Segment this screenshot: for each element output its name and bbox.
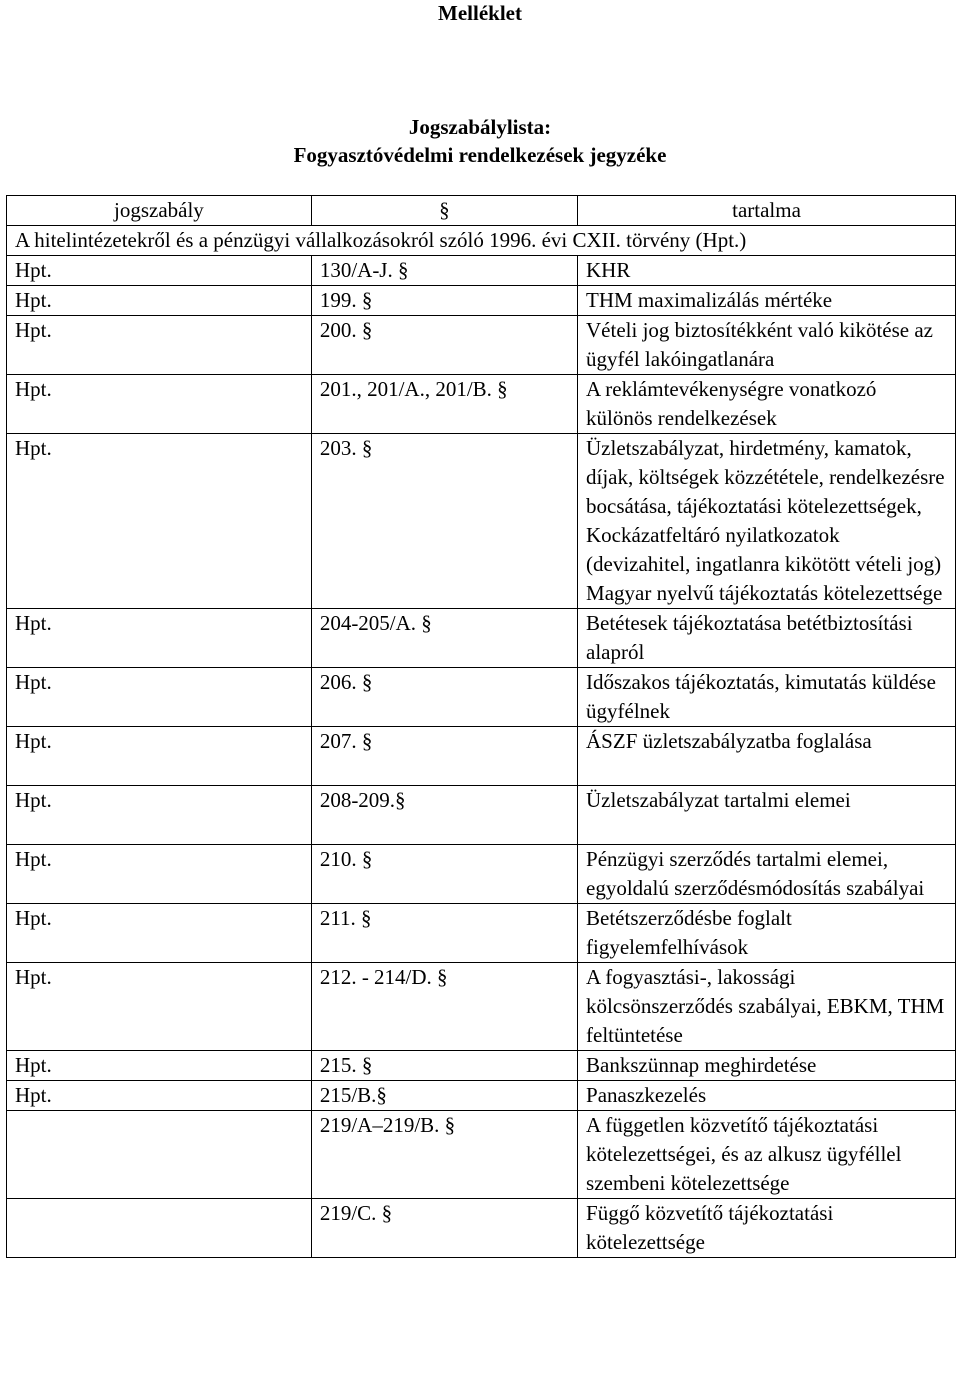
table-row <box>7 1051 956 1081</box>
header-section-sign: § <box>311 196 577 226</box>
section-cell: 212. - 214/D. § <box>311 963 577 1051</box>
legislation-cell: Hpt. <box>7 434 312 609</box>
table-row <box>7 786 956 845</box>
legislation-table <box>6 195 956 1258</box>
table-row <box>7 668 956 727</box>
content-cell: Pénzügyi szerződés tartalmi elemei, egyoldalú szerződésmódosítás szabályai <box>578 845 956 904</box>
section-cell: 203. § <box>311 434 577 609</box>
legislation-cell: Hpt. <box>7 286 312 316</box>
table-header-row <box>7 196 956 226</box>
content-cell: Bankszünnap meghirdetése <box>578 1051 956 1081</box>
legislation-cell: Hpt. <box>7 609 312 668</box>
legislation-cell: Hpt. <box>7 1051 312 1081</box>
content-cell: THM maximalizálás mértéke <box>578 286 956 316</box>
legislation-cell: Hpt. <box>7 316 312 375</box>
legislation-cell: Hpt. <box>7 963 312 1051</box>
table-row <box>7 286 956 316</box>
table-row <box>7 963 956 1051</box>
section-cell: 208-209.§ <box>311 786 577 845</box>
content-cell: A reklámtevékenységre vonatkozó különös rendelkezések <box>578 375 956 434</box>
content-cell: Időszakos tájékoztatás, kimutatás küldése ügyfélnek <box>578 668 956 727</box>
section-cell: 211. § <box>311 904 577 963</box>
table-row <box>7 256 956 286</box>
header-legislation: jogszabály <box>7 196 312 226</box>
legislation-cell <box>7 1111 312 1199</box>
section-cell: 204-205/A. § <box>311 609 577 668</box>
legislation-cell: Hpt. <box>7 256 312 286</box>
legislation-cell <box>7 1199 312 1258</box>
section-title: A hitelintézetekről és a pénzügyi vállalkozásokról szóló 1996. évi CXII. törvény (Hpt.) <box>7 226 956 256</box>
legislation-cell: Hpt. <box>7 786 312 845</box>
section-row <box>7 226 956 256</box>
table-row <box>7 1081 956 1111</box>
table-row <box>7 434 956 609</box>
content-cell: Üzletszabályzat tartalmi elemei <box>578 786 956 845</box>
legislation-cell: Hpt. <box>7 1081 312 1111</box>
section-cell: 219/C. § <box>311 1199 577 1258</box>
table-row <box>7 1111 956 1199</box>
table-row <box>7 316 956 375</box>
section-cell: 219/A–219/B. § <box>311 1111 577 1199</box>
content-cell: A független közvetítő tájékoztatási kötelezettségei, és az alkusz ügyféllel szembeni kötelezettsége <box>578 1111 956 1199</box>
section-cell: 199. § <box>311 286 577 316</box>
section-cell: 130/A-J. § <box>311 256 577 286</box>
legislation-cell: Hpt. <box>7 845 312 904</box>
content-cell: Betétesek tájékoztatása betétbiztosítási alapról <box>578 609 956 668</box>
legislation-cell: Hpt. <box>7 904 312 963</box>
section-cell: 200. § <box>311 316 577 375</box>
content-cell: A fogyasztási-, lakossági kölcsönszerződés szabályai, EBKM, THM feltüntetése <box>578 963 956 1051</box>
legislation-cell: Hpt. <box>7 727 312 786</box>
table-row <box>7 727 956 786</box>
table-row <box>7 1199 956 1258</box>
section-cell: 210. § <box>311 845 577 904</box>
content-cell: Vételi jog biztosítékként való kikötése az ügyfél lakóingatlanára <box>578 316 956 375</box>
section-cell: 201., 201/A., 201/B. § <box>311 375 577 434</box>
table-row <box>7 904 956 963</box>
table-row <box>7 845 956 904</box>
header-content: tartalma <box>578 196 956 226</box>
content-cell: Üzletszabályzat, hirdetmény, kamatok, díjak, költségek közzététele, rendelkezésre bocsátása, tájékoztatási kötelezettségek, Kockázatfeltáró nyilatkozatok (devizahitel, ingatlanra kikötött vételi jog) Magyar nyelvű tájékoztatás kötelezettsége <box>578 434 956 609</box>
section-cell: 206. § <box>311 668 577 727</box>
list-subtitle: Fogyasztóvédelmi rendelkezések jegyzéke <box>293 143 667 167</box>
section-cell: 215. § <box>311 1051 577 1081</box>
content-cell: KHR <box>578 256 956 286</box>
annex-title: Melléklet <box>438 1 522 25</box>
content-cell: Panaszkezelés <box>578 1081 956 1111</box>
list-title: Jogszabálylista: <box>408 115 552 139</box>
table-row <box>7 609 956 668</box>
legislation-cell: Hpt. <box>7 668 312 727</box>
table-row <box>7 375 956 434</box>
legislation-cell: Hpt. <box>7 375 312 434</box>
content-cell: Betétszerződésbe foglalt figyelemfelhívások <box>578 904 956 963</box>
content-cell: Függő közvetítő tájékoztatási kötelezettsége <box>578 1199 956 1258</box>
section-cell: 215/B.§ <box>311 1081 577 1111</box>
content-cell: ÁSZF üzletszabályzatba foglalása <box>578 727 956 786</box>
section-cell: 207. § <box>311 727 577 786</box>
